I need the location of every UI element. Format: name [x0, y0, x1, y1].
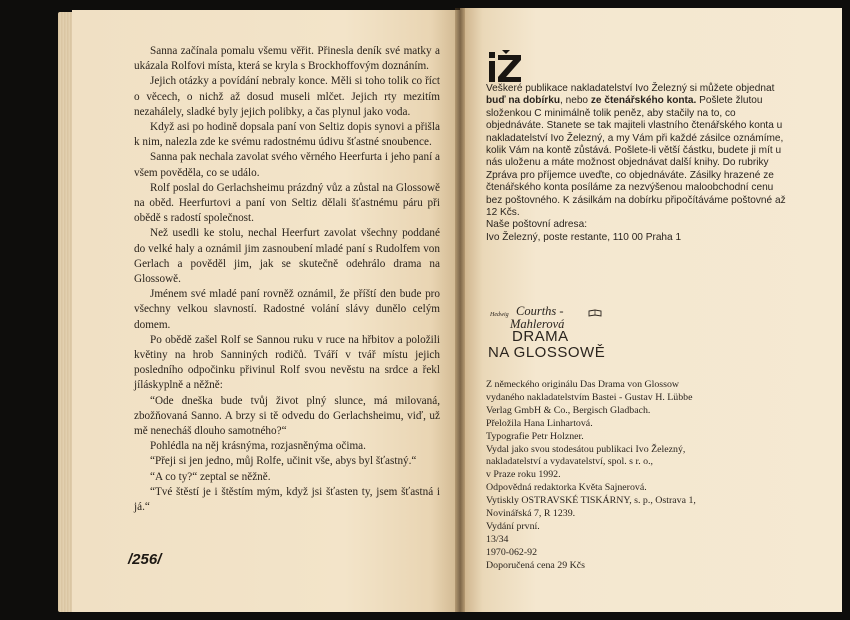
ordering-paragraph	[486, 83, 792, 219]
iz-publisher-logo-icon	[488, 50, 522, 84]
imprint-line: Přeložila Hana Linhartová.	[486, 417, 593, 429]
author-surname-2: Mahlerová	[510, 317, 565, 331]
imprint-line: Z německého originálu Das Drama von Glossow	[486, 379, 680, 390]
left-page-text	[134, 44, 440, 515]
address-label: Naše poštovní adresa:	[486, 219, 587, 231]
title-emblem	[488, 306, 638, 368]
author-surname-1: Courths -	[516, 304, 564, 318]
paragraph: “Ode dneška bude tvůj život plný slunce, má milovaná, zbožňovaná Sanno. A brzy si tě odvedu do Gerlachsheimu, viď, už mě nenecháš dlouho samotného?“	[134, 394, 440, 438]
imprint-line: nakladatelství a vydavatelství, spol. s r. o.,	[486, 456, 654, 468]
paragraph: “Tvé štěstí je i štěstím mým, když jsi šťasten ty, jsem šťastná i já.“	[134, 485, 440, 514]
paragraph: Rolf poslal do Gerlachsheimu prázdný vůz a zůstal na Glossowě na oběd. Heerfurtovi a paní von Seltiz dělali šťastnému páru při obědě s radostí společnost.	[134, 181, 440, 225]
imprint-line: v Praze roku 1992.	[486, 469, 561, 481]
book-title-line-2: NA GLOSSOWĚ	[488, 344, 606, 361]
paragraph: Jménem své mladé paní rovněž oznámil, že příští den bude pro všechny velkou slavností. Radostné volání slávy dunělo celým domem.	[134, 288, 440, 331]
notice-bold-account: ze čtenářského konta.	[590, 95, 697, 107]
author-first-name: Hedwig	[490, 312, 509, 318]
imprint-line: 13/34	[486, 533, 509, 545]
imprint-line: Verlag GmbH & Co., Bergisch Gladbach.	[486, 404, 651, 416]
book-gutter	[455, 8, 465, 612]
notice-text: Pošlete žlutou složenkou C minimálně tolik peněz, aby stačily na to, co objednáváte. Stanete se tak majiteli vlastního čtenářského konta u nakladatelství Ivo Železný, a my Vám při každé zásilce oznámíme, kolik Vám na kontě zůstává. Pošlete-li větší částku, budete ji mít u nás uloženu a máte možnost objednávat další knihy. Do rubriky Zpráva pro příjemce uveďte, co objednáváte. Zásilky hrazené ze čtenářského konta posíláme za nezvýšenou maloobchodní cenu bez poštovného. K zásilkám na dobírku připočítáváme poštovné až 12 Kčs.	[486, 95, 786, 219]
paragraph: Sanna pak nechala zavolat svého věrného Heerfurta i jeho paní a všem pověděla, co se událo.	[134, 151, 440, 179]
imprint-block	[486, 379, 786, 573]
imprint-line: Doporučená cena 29 Kčs	[486, 559, 585, 571]
paragraph: “A co ty?“ zeptal se něžně.	[150, 470, 271, 483]
imprint-line: Novinářská 7, R 1239.	[486, 508, 576, 520]
mini-book-icon	[588, 309, 602, 317]
imprint-line: Vydání první.	[486, 520, 540, 532]
paragraph: Pohlédla na něj krásnýma, rozjasněnýma očima.	[150, 440, 366, 453]
notice-text: Veškeré publikace nakladatelství Ivo Železný si můžete objednat	[486, 83, 775, 94]
paragraph: Jejich otázky a povídání nebraly konce. Měli si toho tolik co říct o věcech, o nichž až dosud museli mlčet. Jejich rty mezitím nezahálely, sladké byly jejich polibky, a čas plynul jako voda.	[134, 75, 440, 118]
imprint-line: 1970-062-92	[486, 546, 538, 558]
paragraph: Než usedli ke stolu, nechal Heerfurt zavolat všechny poddané do velké haly a oznámil jim zasnoubení mladé paní s Rudolfem von Gerlach a pověděl jim, jak se skutečně odehrálo drama na Glossowě.	[134, 227, 440, 286]
paragraph: Sanna začínala pomalu všemu věřit. Přinesla deník své matky a ukázala Rolfovi místa, která se kryla s Brockhoffovým doznáním.	[134, 45, 440, 73]
imprint-line: Typografie Petr Holzner.	[486, 430, 584, 442]
paragraph: Když asi po hodině dopsala paní von Seltiz dopis synovi a přišla k nim, nalezla zde ke svému radostnému údivu šťastné snoubence.	[134, 121, 440, 149]
page-number: /256/	[128, 551, 162, 568]
imprint-line: Odpovědná redaktorka Květa Sajnerová.	[486, 482, 647, 494]
ordering-notice	[486, 83, 792, 244]
book-title-line-1: DRAMA	[512, 328, 569, 345]
imprint-line: Vydal jako svou stodesátou publikaci Ivo Železný,	[486, 443, 686, 455]
notice-bold-cod: buď na dobírku	[486, 95, 560, 107]
imprint-line: vydaného nakladatelstvím Bastei - Gustav H. Lübbe	[486, 391, 693, 403]
imprint-line: Vytiskly OSTRAVSKÉ TISKÁRNY, s. p., Ostrava 1,	[486, 495, 696, 507]
paragraph: “Přeji si jen jedno, můj Rolfe, učinit vše, abys byl šťastný.“	[150, 455, 417, 468]
notice-text: , nebo	[559, 95, 591, 107]
paragraph: Po obědě zašel Rolf se Sannou ruku v ruce na hřbitov a položili květiny na hrob Sanniných rodičů. Tváří v tvář místu jejich posledního odpočinku přivinul Rolf svou nevěstu na srdce a řekl jíláskyplně a něžně:	[134, 333, 440, 392]
postal-address: Ivo Železný, poste restante, 110 00 Praha 1	[486, 231, 682, 243]
